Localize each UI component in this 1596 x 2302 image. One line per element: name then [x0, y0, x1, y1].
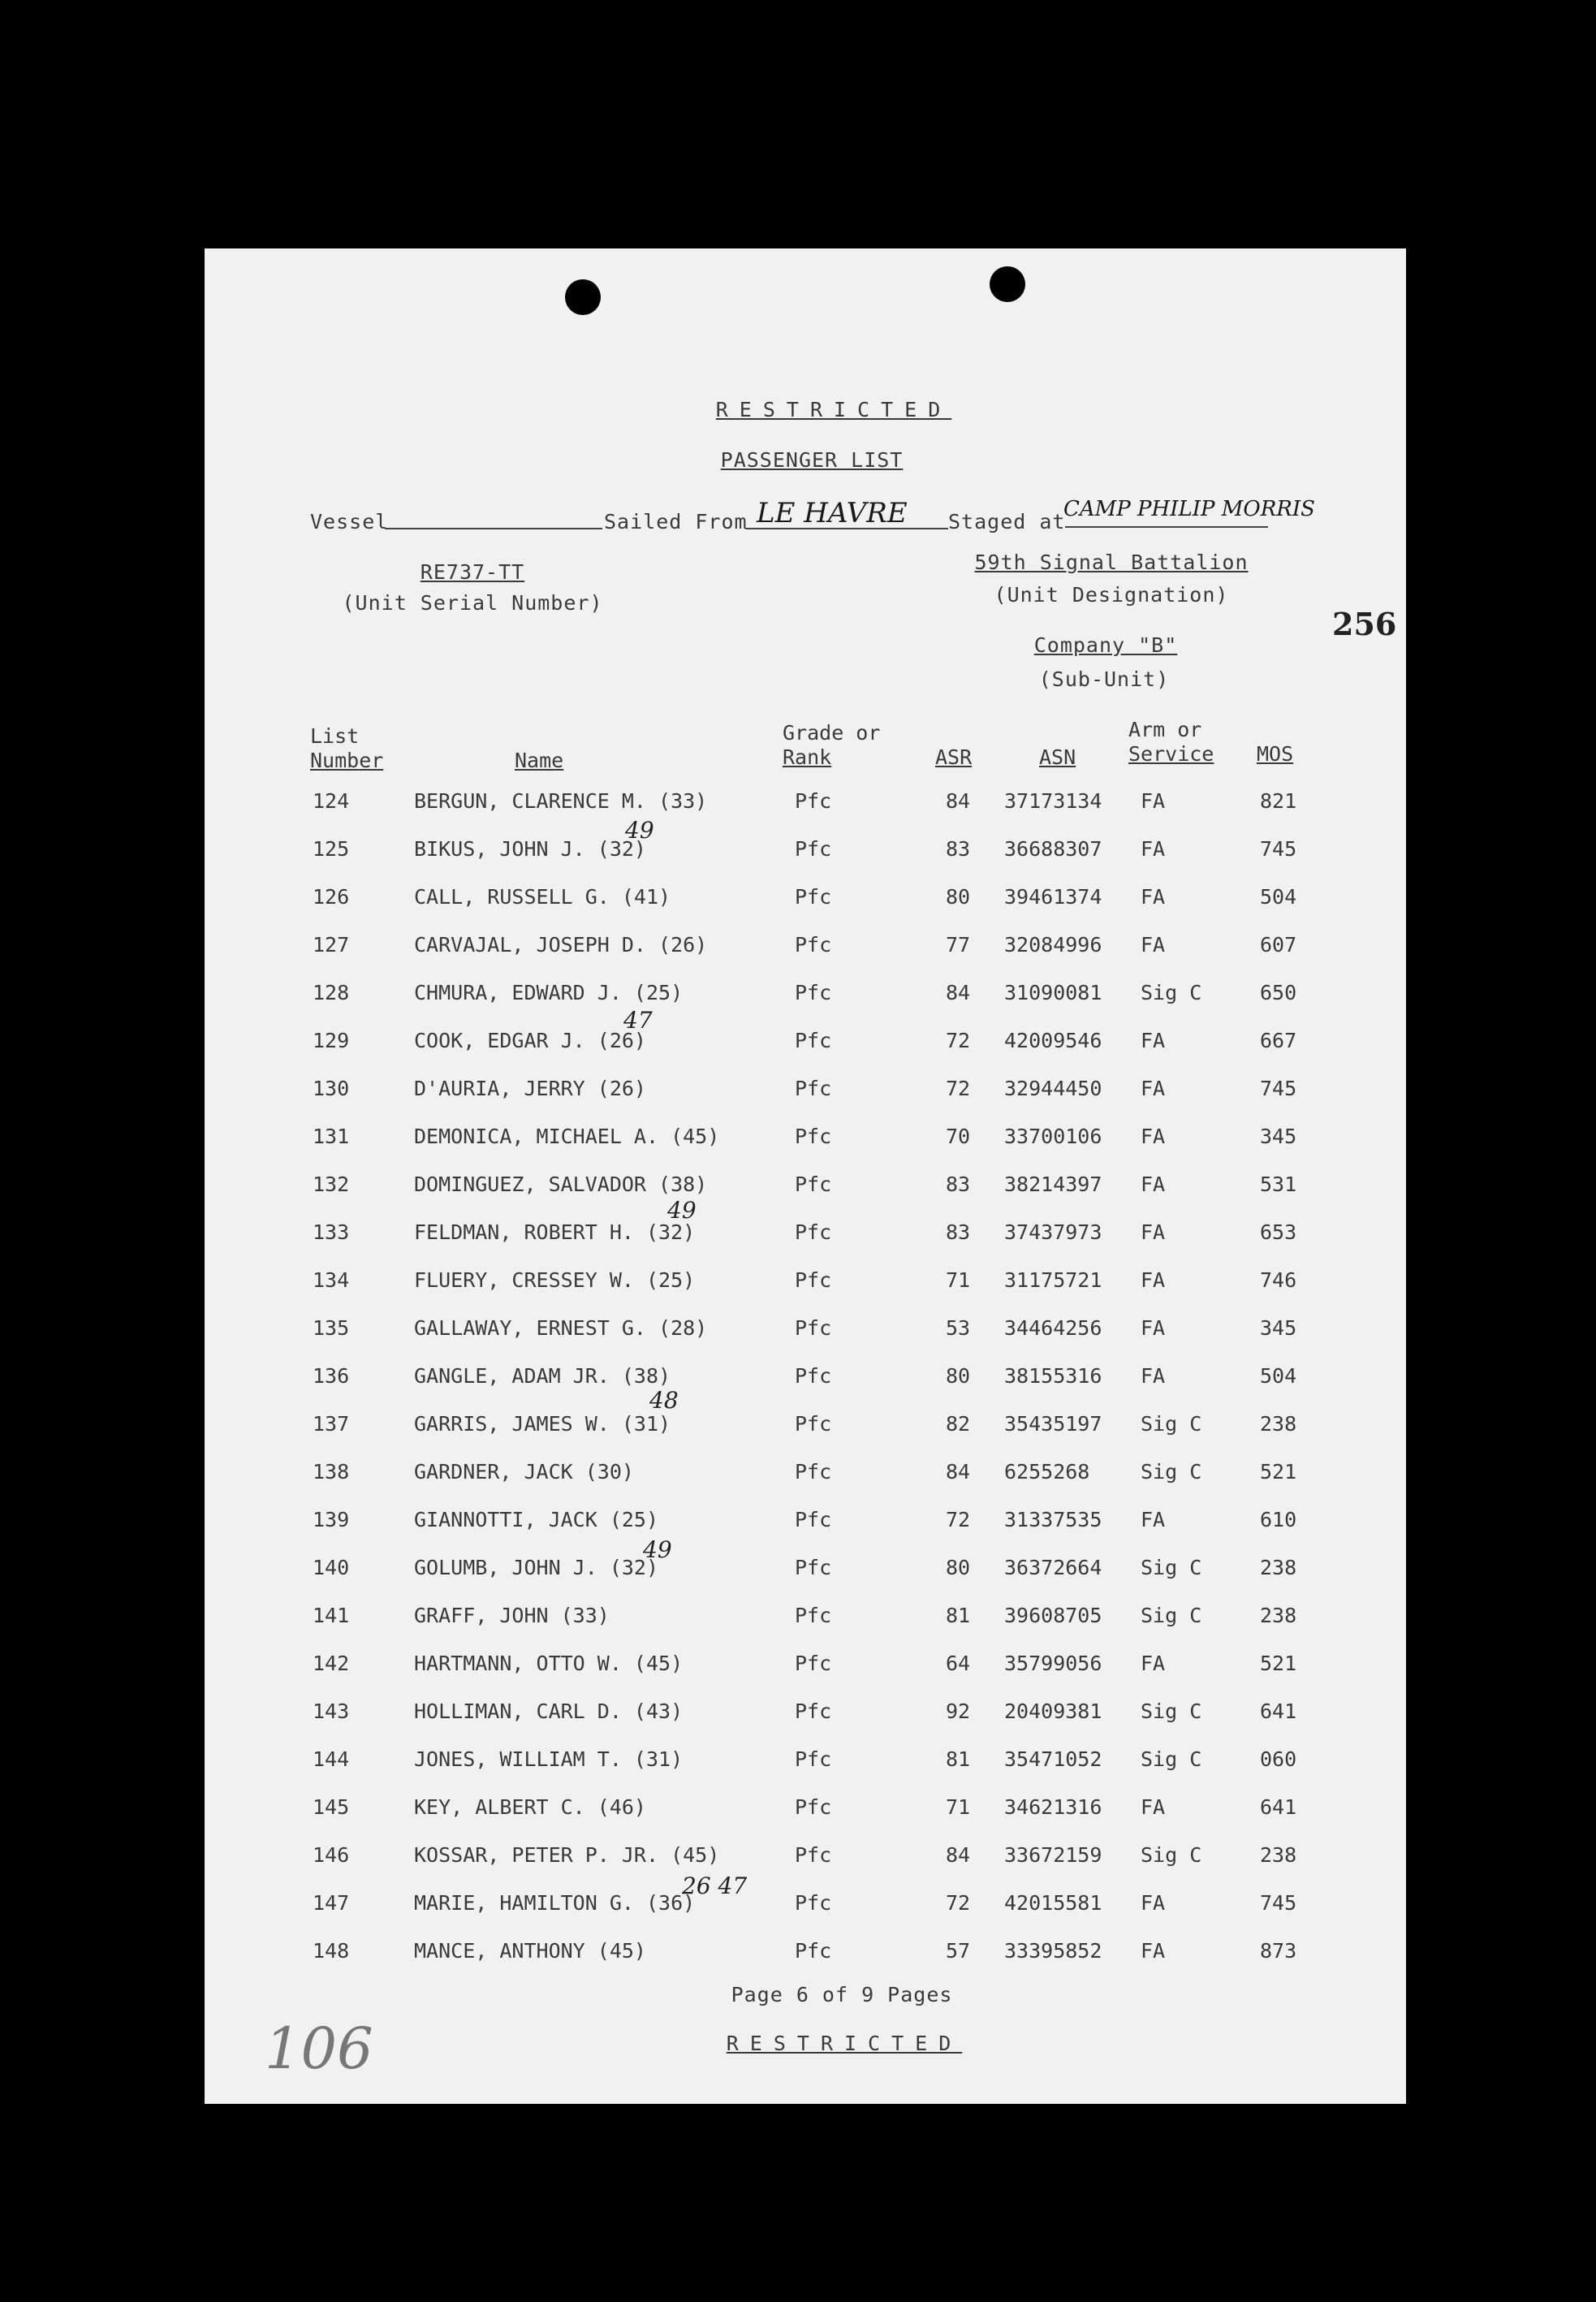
grade-cell: Pfc — [795, 1077, 832, 1100]
asr-cell: 71 — [945, 1268, 971, 1292]
list-number-cell: 142 — [313, 1652, 350, 1675]
asn-cell: 36372664 — [1004, 1556, 1102, 1579]
arm-service-cell: FA — [1141, 933, 1166, 957]
page-number-text: Page 6 of 9 Pages — [731, 1983, 953, 2006]
asn-cell: 32944450 — [1004, 1077, 1102, 1100]
arm-service-cell: FA — [1141, 1795, 1166, 1819]
list-number-cell: 145 — [313, 1795, 350, 1819]
list-number-cell: 136 — [313, 1364, 350, 1388]
list-number-cell: 132 — [313, 1173, 350, 1196]
mos-cell: 610 — [1260, 1508, 1297, 1531]
col-header-name: Name — [515, 749, 564, 772]
mos-cell: 667 — [1260, 1029, 1297, 1052]
mos-cell: 345 — [1260, 1125, 1297, 1148]
list-number-cell: 130 — [313, 1077, 350, 1100]
table-row — [205, 1125, 1406, 1157]
asn-cell: 6255268 — [1004, 1460, 1090, 1484]
list-number-cell: 146 — [313, 1843, 350, 1867]
grade-cell: Pfc — [795, 1747, 832, 1771]
grade-cell: Pfc — [795, 1652, 832, 1675]
mos-cell: 521 — [1260, 1460, 1297, 1484]
name-cell: GANGLE, ADAM JR. (38) — [414, 1364, 671, 1388]
name-cell: GARDNER, JACK (30) — [414, 1460, 634, 1484]
name-cell: FELDMAN, ROBERT H. (32) — [414, 1220, 696, 1244]
arm-service-cell: FA — [1141, 1125, 1166, 1148]
document-title: PASSENGER LIST — [720, 448, 904, 472]
mos-cell: 745 — [1260, 837, 1297, 861]
grade-cell: Pfc — [795, 1029, 832, 1052]
asn-cell: 31337535 — [1004, 1508, 1102, 1531]
table-row — [205, 885, 1406, 918]
mos-cell: 504 — [1260, 885, 1297, 909]
table-row — [205, 1700, 1406, 1732]
name-cell: HOLLIMAN, CARL D. (43) — [414, 1700, 684, 1723]
list-number-cell: 133 — [313, 1220, 350, 1244]
asn-cell: 38214397 — [1004, 1173, 1102, 1196]
arm-service-cell: FA — [1141, 1077, 1166, 1100]
table-row — [205, 1460, 1406, 1492]
list-number-cell: 143 — [313, 1700, 350, 1723]
asn-cell: 37173134 — [1004, 789, 1102, 813]
asr-cell: 83 — [945, 1220, 971, 1244]
table-row — [205, 1220, 1406, 1253]
grade-cell: Pfc — [795, 933, 832, 957]
grade-cell: Pfc — [795, 1125, 832, 1148]
asr-cell: 53 — [945, 1316, 971, 1340]
table-row — [205, 789, 1406, 822]
top-restricted-marking: RESTRICTED — [715, 398, 952, 421]
arm-service-cell: Sig C — [1141, 1412, 1202, 1436]
mos-cell: 745 — [1260, 1891, 1297, 1915]
list-number-cell: 129 — [313, 1029, 350, 1052]
table-row — [205, 933, 1406, 965]
list-number-cell: 144 — [313, 1747, 350, 1771]
name-cell: FLUERY, CRESSEY W. (25) — [414, 1268, 696, 1292]
col-header-asr: ASR — [935, 745, 973, 769]
mos-cell: 531 — [1260, 1173, 1297, 1196]
table-row — [205, 1556, 1406, 1588]
asn-cell: 33700106 — [1004, 1125, 1102, 1148]
name-cell: CALL, RUSSELL G. (41) — [414, 885, 671, 909]
grade-cell: Pfc — [795, 1843, 832, 1867]
arm-service-cell: Sig C — [1141, 1747, 1202, 1771]
sailed-from-label: Sailed From — [604, 510, 748, 533]
asn-cell: 39608705 — [1004, 1604, 1102, 1627]
name-cell: HARTMANN, OTTO W. (45) — [414, 1652, 684, 1675]
name-cell: GALLAWAY, ERNEST G. (28) — [414, 1316, 708, 1340]
table-row — [205, 1843, 1406, 1876]
document-page — [205, 248, 1406, 2104]
name-cell: MANCE, ANTHONY (45) — [414, 1939, 646, 1963]
table-row — [205, 1364, 1406, 1397]
asn-cell: 35471052 — [1004, 1747, 1102, 1771]
list-number-cell: 147 — [313, 1891, 350, 1915]
sub-unit: Company "B" — [1033, 633, 1178, 657]
asr-cell: 64 — [945, 1652, 971, 1675]
name-cell: CHMURA, EDWARD J. (25) — [414, 981, 684, 1004]
list-number-cell: 128 — [313, 981, 350, 1004]
table-row — [205, 1077, 1406, 1109]
age-correction-137: 48 — [649, 1387, 679, 1414]
grade-cell: Pfc — [795, 885, 832, 909]
asn-cell: 34464256 — [1004, 1316, 1102, 1340]
asr-cell: 80 — [945, 1556, 971, 1579]
arm-service-cell: Sig C — [1141, 1604, 1202, 1627]
arm-service-cell: FA — [1141, 1891, 1166, 1915]
mos-cell: 060 — [1260, 1747, 1297, 1771]
grade-cell: Pfc — [795, 1795, 832, 1819]
list-number-cell: 140 — [313, 1556, 350, 1579]
asr-cell: 83 — [945, 1173, 971, 1196]
table-row — [205, 1316, 1406, 1349]
asr-cell: 83 — [945, 837, 971, 861]
asr-cell: 81 — [945, 1747, 971, 1771]
asn-cell: 39461374 — [1004, 885, 1102, 909]
table-row — [205, 1939, 1406, 1972]
grade-cell: Pfc — [795, 837, 832, 861]
mos-cell: 238 — [1260, 1556, 1297, 1579]
asr-cell: 80 — [945, 1364, 971, 1388]
asr-cell: 72 — [945, 1891, 971, 1915]
table-row — [205, 837, 1406, 870]
name-cell: GOLUMB, JOHN J. (32) — [414, 1556, 659, 1579]
col-header-list-number: List Number — [310, 724, 384, 772]
staged-at-value: CAMP PHILIP MORRIS — [1063, 497, 1315, 521]
mos-cell: 238 — [1260, 1843, 1297, 1867]
table-row — [205, 1173, 1406, 1205]
grade-cell: Pfc — [795, 1268, 832, 1292]
list-number-cell: 141 — [313, 1604, 350, 1627]
mos-cell: 238 — [1260, 1412, 1297, 1436]
asn-cell: 32084996 — [1004, 933, 1102, 957]
sailed-from-value: LE HAVRE — [757, 497, 908, 529]
staged-at-line — [1065, 526, 1268, 528]
arm-service-cell: Sig C — [1141, 1556, 1202, 1579]
grade-cell: Pfc — [795, 1460, 832, 1484]
mos-cell: 607 — [1260, 933, 1297, 957]
sub-unit-label: (Sub-Unit) — [1038, 667, 1170, 691]
table-row — [205, 1508, 1406, 1540]
grade-cell: Pfc — [795, 1939, 832, 1963]
name-cell: GARRIS, JAMES W. (31) — [414, 1412, 671, 1436]
punch-hole-left — [565, 279, 601, 315]
asr-cell: 84 — [945, 789, 971, 813]
grade-cell: Pfc — [795, 1556, 832, 1579]
grade-cell: Pfc — [795, 1316, 832, 1340]
name-cell: COOK, EDGAR J. (26) — [414, 1029, 646, 1052]
asr-cell: 71 — [945, 1795, 971, 1819]
mos-cell: 746 — [1260, 1268, 1297, 1292]
list-number-cell: 125 — [313, 837, 350, 861]
col-header-grade: Grade or Rank — [783, 721, 881, 769]
mos-cell: 650 — [1260, 981, 1297, 1004]
list-number-cell: 135 — [313, 1316, 350, 1340]
asr-cell: 72 — [945, 1029, 971, 1052]
asr-cell: 77 — [945, 933, 971, 957]
col-header-asn: ASN — [1039, 745, 1076, 769]
asr-cell: 80 — [945, 885, 971, 909]
arm-service-cell: FA — [1141, 1939, 1166, 1963]
asr-cell: 72 — [945, 1508, 971, 1531]
asn-cell: 42009546 — [1004, 1029, 1102, 1052]
name-cell: GIANNOTTI, JACK (25) — [414, 1508, 659, 1531]
name-cell: MARIE, HAMILTON G. (36) — [414, 1891, 696, 1915]
asn-cell: 20409381 — [1004, 1700, 1102, 1723]
arm-service-cell: Sig C — [1141, 1700, 1202, 1723]
asn-cell: 38155316 — [1004, 1364, 1102, 1388]
unit-serial-number: RE737-TT — [420, 560, 525, 584]
punch-hole-right — [990, 266, 1025, 302]
name-cell: CARVAJAL, JOSEPH D. (26) — [414, 933, 708, 957]
name-cell: JONES, WILLIAM T. (31) — [414, 1747, 684, 1771]
asr-cell: 82 — [945, 1412, 971, 1436]
asn-cell: 33672159 — [1004, 1843, 1102, 1867]
list-number-cell: 131 — [313, 1125, 350, 1148]
asr-cell: 92 — [945, 1700, 971, 1723]
vessel-blank-line — [385, 528, 602, 529]
age-correction-133: 49 — [667, 1197, 697, 1224]
staged-at-label: Staged at — [948, 510, 1066, 533]
asn-cell: 34621316 — [1004, 1795, 1102, 1819]
mos-cell: 641 — [1260, 1795, 1297, 1819]
page-stamp-number: 256 — [1332, 606, 1397, 642]
asn-cell: 35799056 — [1004, 1652, 1102, 1675]
grade-cell: Pfc — [795, 1173, 832, 1196]
arm-service-cell: FA — [1141, 1508, 1166, 1531]
arm-service-cell: FA — [1141, 1652, 1166, 1675]
mos-cell: 521 — [1260, 1652, 1297, 1675]
asr-cell: 84 — [945, 1460, 971, 1484]
name-cell: DEMONICA, MICHAEL A. (45) — [414, 1125, 720, 1148]
name-cell: BERGUN, CLARENCE M. (33) — [414, 789, 708, 813]
age-correction-147: 26 47 — [682, 1872, 748, 1899]
unit-designation: 59th Signal Battalion — [974, 551, 1249, 574]
table-row — [205, 1604, 1406, 1636]
arm-service-cell: Sig C — [1141, 981, 1202, 1004]
mos-cell: 745 — [1260, 1077, 1297, 1100]
table-row — [205, 1795, 1406, 1828]
grade-cell: Pfc — [795, 1364, 832, 1388]
asn-cell: 35435197 — [1004, 1412, 1102, 1436]
grade-cell: Pfc — [795, 1412, 832, 1436]
list-number-cell: 139 — [313, 1508, 350, 1531]
mos-cell: 821 — [1260, 789, 1297, 813]
asr-cell: 84 — [945, 981, 971, 1004]
col-header-mos: MOS — [1257, 742, 1294, 766]
asn-cell: 37437973 — [1004, 1220, 1102, 1244]
asr-cell: 84 — [945, 1843, 971, 1867]
asr-cell: 70 — [945, 1125, 971, 1148]
table-row — [205, 981, 1406, 1013]
name-cell: KEY, ALBERT C. (46) — [414, 1795, 646, 1819]
arm-service-cell: FA — [1141, 1220, 1166, 1244]
grade-cell: Pfc — [795, 981, 832, 1004]
asr-cell: 57 — [945, 1939, 971, 1963]
table-row — [205, 1652, 1406, 1684]
name-cell: BIKUS, JOHN J. (32) — [414, 837, 646, 861]
table-row — [205, 1029, 1406, 1061]
age-correction-125: 49 — [625, 817, 654, 844]
mos-cell: 873 — [1260, 1939, 1297, 1963]
margin-handwritten-number: 106 — [265, 2015, 373, 2082]
arm-service-cell: FA — [1141, 885, 1166, 909]
unit-serial-label: (Unit Serial Number) — [342, 591, 603, 615]
arm-service-cell: FA — [1141, 789, 1166, 813]
table-row — [205, 1412, 1406, 1445]
asr-cell: 72 — [945, 1077, 971, 1100]
grade-cell: Pfc — [795, 1508, 832, 1531]
grade-cell: Pfc — [795, 1700, 832, 1723]
age-correction-129: 47 — [623, 1007, 653, 1034]
grade-cell: Pfc — [795, 1604, 832, 1627]
vessel-label: Vessel — [310, 510, 389, 533]
list-number-cell: 124 — [313, 789, 350, 813]
bottom-restricted-marking: RESTRICTED — [726, 2032, 963, 2055]
age-correction-140: 49 — [643, 1536, 672, 1563]
grade-cell: Pfc — [795, 789, 832, 813]
list-number-cell: 137 — [313, 1412, 350, 1436]
mos-cell: 238 — [1260, 1604, 1297, 1627]
asn-cell: 42015581 — [1004, 1891, 1102, 1915]
arm-service-cell: FA — [1141, 837, 1166, 861]
list-number-cell: 134 — [313, 1268, 350, 1292]
grade-cell: Pfc — [795, 1220, 832, 1244]
arm-service-cell: FA — [1141, 1268, 1166, 1292]
asn-cell: 31090081 — [1004, 981, 1102, 1004]
name-cell: KOSSAR, PETER P. JR. (45) — [414, 1843, 720, 1867]
asn-cell: 36688307 — [1004, 837, 1102, 861]
grade-cell: Pfc — [795, 1891, 832, 1915]
arm-service-cell: FA — [1141, 1364, 1166, 1388]
mos-cell: 653 — [1260, 1220, 1297, 1244]
table-row — [205, 1891, 1406, 1924]
mos-cell: 641 — [1260, 1700, 1297, 1723]
arm-service-cell: FA — [1141, 1173, 1166, 1196]
asn-cell: 33395852 — [1004, 1939, 1102, 1963]
list-number-cell: 126 — [313, 885, 350, 909]
asn-cell: 31175721 — [1004, 1268, 1102, 1292]
arm-service-cell: Sig C — [1141, 1460, 1202, 1484]
name-cell: DOMINGUEZ, SALVADOR (38) — [414, 1173, 708, 1196]
mos-cell: 345 — [1260, 1316, 1297, 1340]
list-number-cell: 127 — [313, 933, 350, 957]
table-row — [205, 1747, 1406, 1780]
unit-designation-label: (Unit Designation) — [994, 583, 1229, 607]
asr-cell: 81 — [945, 1604, 971, 1627]
arm-service-cell: FA — [1141, 1029, 1166, 1052]
list-number-cell: 148 — [313, 1939, 350, 1963]
arm-service-cell: FA — [1141, 1316, 1166, 1340]
name-cell: GRAFF, JOHN (33) — [414, 1604, 610, 1627]
col-header-arm: Arm or Service — [1128, 718, 1214, 766]
arm-service-cell: Sig C — [1141, 1843, 1202, 1867]
list-number-cell: 138 — [313, 1460, 350, 1484]
table-row — [205, 1268, 1406, 1301]
name-cell: D'AURIA, JERRY (26) — [414, 1077, 646, 1100]
mos-cell: 504 — [1260, 1364, 1297, 1388]
